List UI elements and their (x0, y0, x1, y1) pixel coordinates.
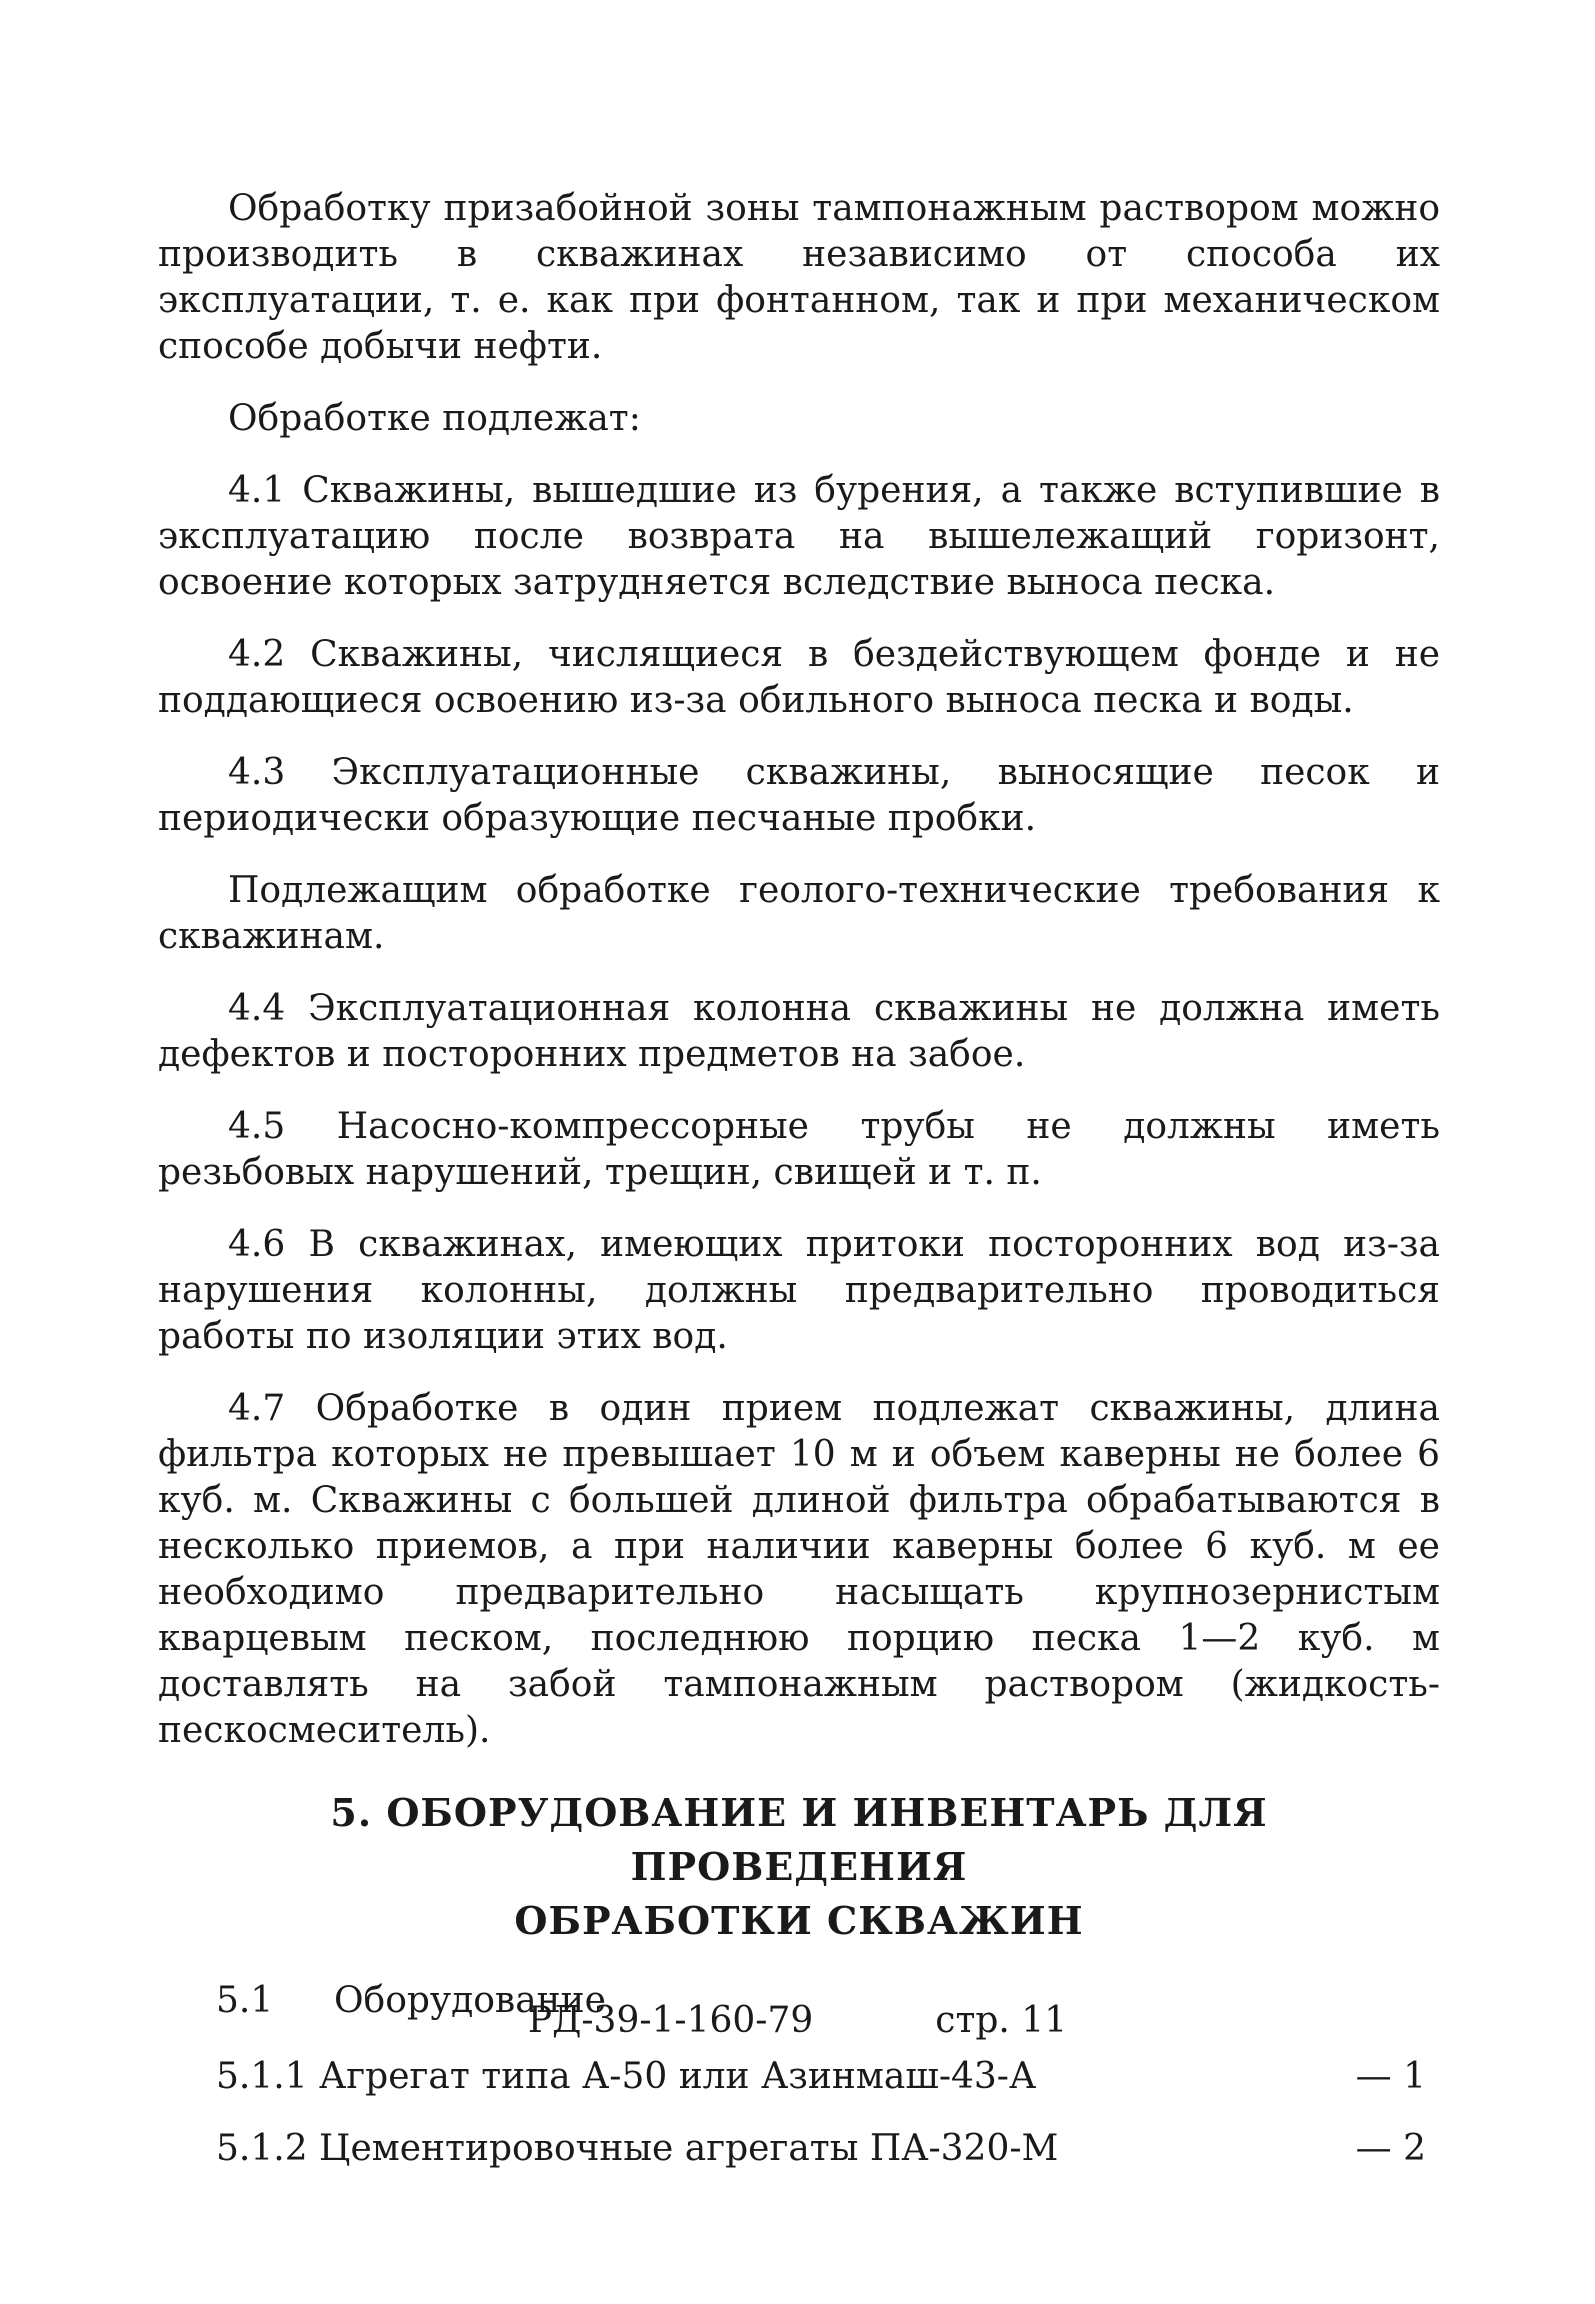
section-heading (158, 1786, 1440, 1948)
equipment-item-quantity: — 1 (1355, 2056, 1426, 2097)
paragraph-4-5: 4.5 Насосно-компрессорные трубы не должны иметь резьбовых нарушений, трещин, свищей и т. п. (158, 1106, 1440, 1193)
equipment-item-text: 5.1.1 Агрегат типа А-50 или Азинмаш-43-А (216, 2056, 1037, 2097)
section-heading-line-2: ОБРАБОТКИ СКВАЖИН (514, 1898, 1084, 1943)
paragraph-4-1: 4.1 Скважины, вышедшие из бурения, а также вступившие в эксплуатацию после возврата на вышележащий горизонт, освоение которых затрудняется вследствие выноса песка. (158, 470, 1440, 603)
equipment-subheading-label: Оборудование (334, 1980, 606, 2021)
paragraph-4-3: 4.3 Эксплуатационные скважины, выносящие песок и периодически образующие песчаные пробки. (158, 752, 1440, 839)
paragraph-4-4: 4.4 Эксплуатационная колонна скважины не должна иметь дефектов и посторонних предметов на забое. (158, 988, 1440, 1075)
paragraph-requirements: Подлежащим обработке геолого-технические требования к скважинам. (158, 870, 1440, 957)
equipment-item-quantity: — 2 (1355, 2128, 1426, 2169)
section-heading-line-1: 5. ОБОРУДОВАНИЕ И ИНВЕНТАРЬ ДЛЯ ПРОВЕДЕНИЯ (330, 1790, 1268, 1889)
equipment-subheading-number: 5.1 (216, 1980, 274, 2021)
paragraph-subject: Обработке подлежат: (228, 398, 641, 439)
page-number: стр. 11 (935, 2000, 1068, 2041)
paragraph-intro: Обработку призабойной зоны тампонажным раствором можно производить в скважинах независимо от способа их эксплуатации, т. е. как при фонтанном, так и при механическом способе добычи нефти. (158, 188, 1440, 367)
document-code: РД-39-1-160-79 (527, 2000, 814, 2041)
paragraph-4-6: 4.6 В скважинах, имеющих притоки посторонних вод из-за нарушения колонны, должны предварительно проводиться работы по изоляции этих вод. (158, 1224, 1440, 1357)
equipment-item (216, 2054, 1440, 2100)
paragraph-4-2: 4.2 Скважины, числящиеся в бездействующем фонде и не поддающиеся освоению из-за обильного выноса песка и воды. (158, 634, 1440, 721)
document-page (158, 186, 1440, 2198)
equipment-item (216, 2126, 1440, 2172)
equipment-item-text: 5.1.2 Цементировочные агрегаты ПА-320-М (216, 2128, 1059, 2169)
page-footer (0, 1998, 1595, 2044)
paragraph-4-7: 4.7 Обработке в один прием подлежат скважины, длина фильтра которых не превышает 10 м и объем каверны не более 6 куб. м. Скважины с большей длиной фильтра обрабатываются в несколько приемов, а при наличии каверны более 6 куб. м ее необходимо предварительно насыщать крупнозернистым кварцевым песком, последнюю порцию песка 1—2 куб. м доставлять на забой тампонажным раствором (жидкость-пескосмеситель). (158, 1388, 1440, 1751)
